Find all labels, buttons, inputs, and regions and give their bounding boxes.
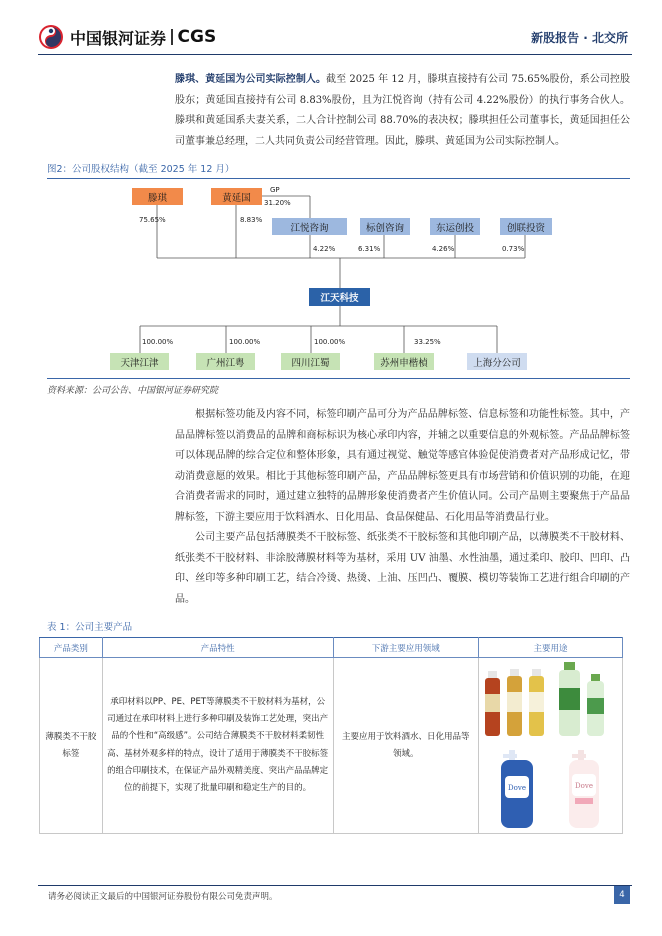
gp-label: GP	[270, 186, 280, 194]
subsidiary-node: 广州江粤	[196, 353, 255, 370]
footer-divider	[38, 885, 632, 886]
report-type-label: 新股报告 · 北交所	[531, 31, 628, 45]
products-table	[39, 637, 623, 834]
brand-name-en: CGS	[177, 27, 217, 47]
product-use-image	[478, 658, 622, 834]
column-header: 下游主要应用领域	[333, 638, 478, 658]
brand-name-cn: 中国银河证券	[70, 28, 167, 48]
holding-pct: 4.22%	[313, 245, 336, 253]
column-header: 主要用途	[478, 638, 622, 658]
controller-body: 截至 2025 年 12 月，滕琪直接持有公司 75.65%股份，系公司控股股东；黄延国直接持有公司 8.83%股份，且为江悦咨询（持有公司 4.22%股份）的执行事务合伙人。滕琪和黄延国系夫妻关系，二人合计控制公司 88.70%的表决权；滕琪担任公司董事长，黄延国担任公司董事兼总经理，二人共同负责公司经营管理。因此，滕琪、黄延国为公司实际控制人。	[175, 74, 631, 147]
brand-logo	[38, 24, 216, 50]
table-row	[40, 658, 623, 834]
holding-pct: 0.73%	[502, 245, 525, 253]
shareholder-node: 滕琪	[132, 188, 183, 205]
branch-node: 上海分公司	[467, 353, 527, 370]
page-header	[0, 0, 662, 62]
figure-source: 资料来源：公司公告、中国银河证券研究院	[47, 386, 219, 396]
figure-caption: 图2：公司股权结构（截至 2025 年 12 月）	[47, 164, 235, 175]
cgs-logo-icon	[38, 24, 64, 50]
shareholder-node: 创联投资	[500, 218, 552, 235]
product-photos	[479, 658, 622, 833]
holding-pct: 75.65%	[139, 216, 166, 224]
table-caption: 表 1：公司主要产品	[47, 622, 133, 633]
holding-pct: 33.25%	[414, 338, 441, 346]
holding-pct: 100.00%	[229, 338, 261, 346]
company-node: 江天科技	[309, 288, 370, 306]
product-downstream: 主要应用于饮料酒水、日化用品等领域。	[333, 658, 478, 834]
figure-bottom-rule	[47, 378, 630, 379]
holding-pct: 100.00%	[142, 338, 174, 346]
column-header: 产品类别	[40, 638, 103, 658]
holding-pct: 4.26%	[432, 245, 455, 253]
shareholder-node: 黄延国	[211, 188, 262, 205]
header-divider	[38, 54, 632, 55]
table-header-row	[40, 638, 623, 658]
controller-paragraph	[175, 70, 630, 152]
product-brand-label: Dove	[508, 784, 526, 792]
subsidiary-node: 四川江蜀	[281, 353, 340, 370]
holding-pct: 8.83%	[240, 216, 263, 224]
holding-pct: 100.00%	[314, 338, 346, 346]
drink-bottles	[485, 662, 604, 736]
subsidiary-node: 苏州申楷楨	[374, 353, 434, 370]
page-number: 4	[614, 886, 630, 904]
body-paragraph: 根据标签功能及内容不同，标签印刷产品可分为产品品牌标签、信息标签和功能性标签。其中，产品品牌标签以消费品的品牌和商标标识为核心承印内容，并辅之以重要信息的外观标签。产品品牌标签可以体现品牌的综合定位和整体形象，具有通过视觉、触觉等感官体验促使消费者对产品形成记忆，带动消费意愿的效果。相比于其他标签印刷产品，产品品牌标签更具有市场营销和价值识别的功能，在迎合消费者需求的同时，通过建立独特的品牌形象使消费者产生价值认同。公司产品则主要聚焦于产品品牌标签，下游主要应用于饮料酒水、日化用品、食品保健品、石化用品等消费品行业。	[175, 409, 630, 523]
footer-disclaimer: 请务必阅读正文最后的中国银河证券股份有限公司免责声明。	[48, 892, 278, 902]
product-brand-label: Dove	[575, 782, 593, 790]
shampoo-bottles	[501, 750, 599, 828]
product-category: 薄膜类不干胶标签	[40, 658, 103, 834]
product-feature: 承印材料以PP、PE、PET等薄膜类不干胶材料为基材，公司通过在承印材料上进行多种印刷及装饰工艺处理，突出产品的个性和“高级感”。公司结合薄膜类不干胶材料柔韧性高、基材外观多样的特点，设计了适用于薄膜类不干胶标签的组合印刷技术，在保证产品外观精美度、突出产品品牌定位的前提下，实现了批量印刷和稳定生产的目的。	[102, 658, 333, 834]
brand-separator	[171, 29, 173, 45]
shareholder-node: 东运创投	[430, 218, 480, 235]
controller-lead: 滕琪、黄延国为公司实际控制人。	[175, 74, 327, 85]
gp-pct: 31.20%	[264, 199, 291, 207]
holding-pct: 6.31%	[358, 245, 381, 253]
figure-top-rule	[47, 178, 630, 179]
shareholder-node: 江悦咨询	[272, 218, 347, 235]
subsidiary-node: 天津江津	[110, 353, 169, 370]
column-header: 产品特性	[102, 638, 333, 658]
shareholder-node: 标创咨询	[360, 218, 410, 235]
bottle-products-illustration	[479, 658, 622, 833]
body-paragraph: 公司主要产品包括薄膜类不干胶标签、纸张类不干胶标签和其他印刷产品，以薄膜类不干胶材料、纸张类不干胶材料、非涂胶薄膜材料等为基材，采用 UV 油墨、水性油墨，通过柔印、胶印、凹印、凸印、丝印等多种印刷工艺，结合冷烫、热烫、上油、压凹凸、覆膜、模切等装饰工艺进行组合印刷的产品。	[175, 532, 630, 605]
